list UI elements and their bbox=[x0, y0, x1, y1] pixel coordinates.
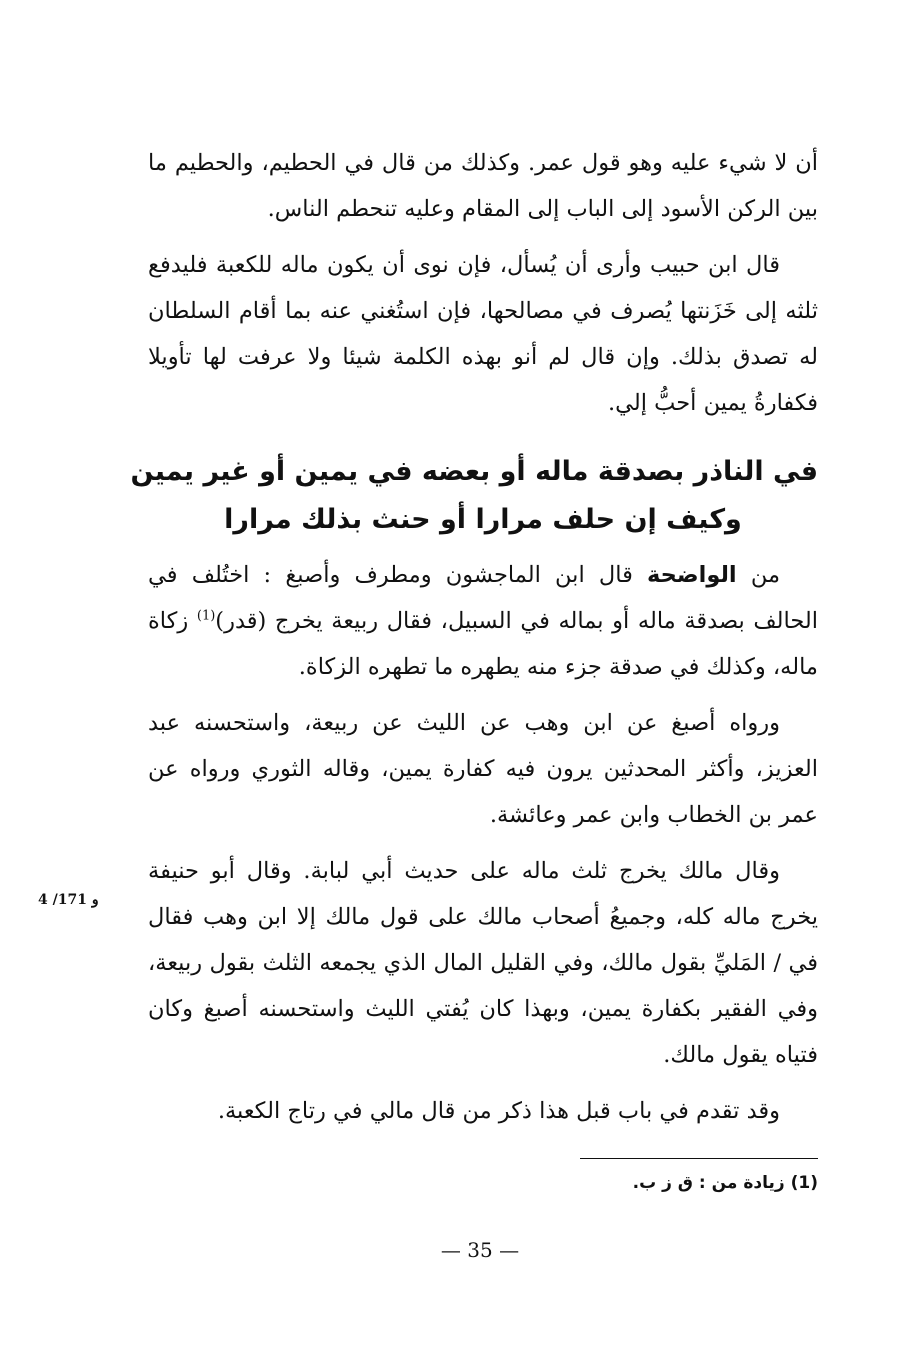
heading-line-1: في الناذر بصدقة ماله أو بعضه في يمين أو غير يمين bbox=[130, 456, 818, 487]
paragraph-text: قال ابن الماجشون ومطرف وأصبغ : اختُلف في الحالف بصدقة ماله أو بماله في السبيل، فقال ربيعة يخرج (قدر) bbox=[148, 562, 819, 634]
footnote-marker[interactable]: (1) bbox=[196, 608, 216, 624]
source-title: الواضحة bbox=[647, 562, 737, 588]
section-text-block bbox=[148, 552, 818, 1134]
top-text-block bbox=[148, 140, 818, 426]
paragraph-wadiha bbox=[148, 552, 818, 690]
footnote: (1) زيادة من : ق ز ب. bbox=[632, 1173, 818, 1193]
lead-prefix: من bbox=[750, 562, 780, 588]
page-number: — 35 — bbox=[440, 1238, 520, 1262]
paragraph-ibn-habib: قال ابن حبيب وأرى أن يُسأل، فإن نوى أن يكون ماله للكعبة فليدفع ثلثه إلى خَزَنتها يُصرف في مصالحها، فإن استُغني عنه بما أقام السلطان له تصدق بذلك. وإن قال لم أنو بهذه الكلمة شيئا ولا عرفت لها تأويلا فكفارةُ يمين أحبُّ إلي. bbox=[148, 252, 818, 416]
section-heading bbox=[130, 448, 818, 544]
paragraph-asbagh: ورواه أصبغ عن ابن وهب عن الليث عن ربيعة، واستحسنه عبد العزيز، وأكثر المحدثين يرون فيه كفارة يمين، وقاله الثوري ورواه عن عمر بن الخطاب وابن عمر وعائشة. bbox=[148, 710, 818, 828]
paragraph-previous-chapter: وقد تقدم في باب قبل هذا ذكر من قال مالي في رتاج الكعبة. bbox=[217, 1098, 780, 1124]
manuscript-folio-note: 4 /171 و bbox=[38, 892, 99, 908]
paragraph-text-cont: زكاة ماله، وكذلك في صدقة جزء منه يطهره ما تطهره الزكاة. bbox=[148, 608, 818, 680]
paragraph-continuation: أن لا شيء عليه وهو قول عمر. وكذلك من قال في الحطيم، والحطيم ما بين الركن الأسود إلى الباب إلى المقام وعليه تنحطم الناس. bbox=[148, 150, 818, 222]
heading-line-2: وكيف إن حلف مرارا أو حنث بذلك مرارا bbox=[224, 504, 742, 535]
footnote-divider bbox=[580, 1158, 818, 1159]
paragraph-malik: وقال مالك يخرج ثلث ماله على حديث أبي لبابة. وقال أبو حنيفة يخرج ماله كله، وجميعُ أصحاب مالك على قول مالك إلا ابن وهب فقال في / المَليِّ بقول مالك، وفي القليل المال الذي يجمعه الثلث بقول ربيعة، وفي الفقير بكفارة يمين، وبهذا كان يُفتي الليث واستحسنه أصبغ وكان فتياه يقول مالك. bbox=[148, 858, 818, 1068]
